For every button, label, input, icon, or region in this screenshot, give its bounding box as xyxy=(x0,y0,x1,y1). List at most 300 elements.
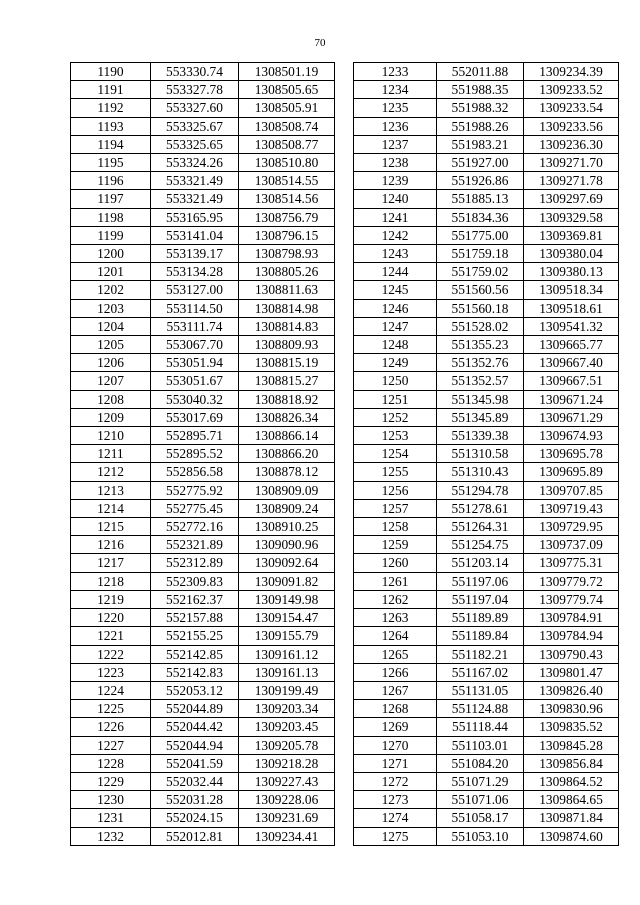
x-coordinate-cell: 551927.00 xyxy=(437,154,524,172)
y-coordinate-cell: 1309233.54 xyxy=(524,99,619,117)
point-number-cell: 1241 xyxy=(354,208,437,226)
point-number-cell: 1199 xyxy=(71,226,151,244)
point-number-cell: 1238 xyxy=(354,154,437,172)
table-row xyxy=(71,754,335,772)
point-number-cell: 1262 xyxy=(354,590,437,608)
x-coordinate-cell: 551103.01 xyxy=(437,736,524,754)
point-number-cell: 1205 xyxy=(71,336,151,354)
table-row xyxy=(71,791,335,809)
point-number-cell: 1240 xyxy=(354,190,437,208)
table-row xyxy=(354,354,619,372)
y-coordinate-cell: 1308866.14 xyxy=(239,427,335,445)
table-row xyxy=(354,336,619,354)
y-coordinate-cell: 1309784.91 xyxy=(524,609,619,627)
x-coordinate-cell: 553330.74 xyxy=(151,63,239,81)
y-coordinate-cell: 1309231.69 xyxy=(239,809,335,827)
x-coordinate-cell: 552895.52 xyxy=(151,445,239,463)
x-coordinate-cell: 551071.06 xyxy=(437,791,524,809)
page-number: 70 xyxy=(314,37,326,49)
y-coordinate-cell: 1309380.13 xyxy=(524,263,619,281)
table-row xyxy=(354,499,619,517)
x-coordinate-cell: 551560.18 xyxy=(437,299,524,317)
table-row xyxy=(71,172,335,190)
point-number-cell: 1263 xyxy=(354,609,437,627)
table-row xyxy=(71,390,335,408)
point-number-cell: 1249 xyxy=(354,354,437,372)
y-coordinate-cell: 1309205.78 xyxy=(239,736,335,754)
y-coordinate-cell: 1309271.70 xyxy=(524,154,619,172)
y-coordinate-cell: 1308814.83 xyxy=(239,317,335,335)
table-row xyxy=(71,117,335,135)
table-row xyxy=(354,190,619,208)
table-row xyxy=(354,81,619,99)
point-number-cell: 1218 xyxy=(71,572,151,590)
table-row xyxy=(71,245,335,263)
x-coordinate-cell: 551254.75 xyxy=(437,536,524,554)
table-row xyxy=(71,827,335,845)
point-number-cell: 1212 xyxy=(71,463,151,481)
x-coordinate-cell: 552309.83 xyxy=(151,572,239,590)
y-coordinate-cell: 1309874.60 xyxy=(524,827,619,845)
table-row xyxy=(71,645,335,663)
table-row xyxy=(71,263,335,281)
table-row xyxy=(71,154,335,172)
y-coordinate-cell: 1308910.25 xyxy=(239,518,335,536)
x-coordinate-cell: 552031.28 xyxy=(151,791,239,809)
x-coordinate-cell: 552312.89 xyxy=(151,554,239,572)
y-coordinate-cell: 1309671.29 xyxy=(524,408,619,426)
table-row xyxy=(71,499,335,517)
table-row xyxy=(354,99,619,117)
y-coordinate-cell: 1309801.47 xyxy=(524,663,619,681)
y-coordinate-cell: 1309737.09 xyxy=(524,536,619,554)
table-row xyxy=(71,627,335,645)
y-coordinate-cell: 1309155.79 xyxy=(239,627,335,645)
point-number-cell: 1204 xyxy=(71,317,151,335)
x-coordinate-cell: 552032.44 xyxy=(151,772,239,790)
point-number-cell: 1234 xyxy=(354,81,437,99)
y-coordinate-cell: 1309667.40 xyxy=(524,354,619,372)
point-number-cell: 1251 xyxy=(354,390,437,408)
point-number-cell: 1209 xyxy=(71,408,151,426)
x-coordinate-cell: 553134.28 xyxy=(151,263,239,281)
y-coordinate-cell: 1309161.12 xyxy=(239,645,335,663)
point-number-cell: 1228 xyxy=(71,754,151,772)
x-coordinate-cell: 551118.44 xyxy=(437,718,524,736)
y-coordinate-cell: 1309695.78 xyxy=(524,445,619,463)
point-number-cell: 1227 xyxy=(71,736,151,754)
table-row xyxy=(354,736,619,754)
x-coordinate-cell: 551197.04 xyxy=(437,590,524,608)
x-coordinate-cell: 551197.06 xyxy=(437,572,524,590)
x-coordinate-cell: 553114.50 xyxy=(151,299,239,317)
y-coordinate-cell: 1309719.43 xyxy=(524,499,619,517)
y-coordinate-cell: 1308510.80 xyxy=(239,154,335,172)
point-number-cell: 1235 xyxy=(354,99,437,117)
point-number-cell: 1246 xyxy=(354,299,437,317)
x-coordinate-cell: 551058.17 xyxy=(437,809,524,827)
point-number-cell: 1215 xyxy=(71,518,151,536)
point-number-cell: 1274 xyxy=(354,809,437,827)
y-coordinate-cell: 1309161.13 xyxy=(239,663,335,681)
table-row xyxy=(354,117,619,135)
x-coordinate-cell: 552011.88 xyxy=(437,63,524,81)
point-number-cell: 1201 xyxy=(71,263,151,281)
y-coordinate-cell: 1309092.64 xyxy=(239,554,335,572)
x-coordinate-cell: 551988.26 xyxy=(437,117,524,135)
point-number-cell: 1203 xyxy=(71,299,151,317)
table-row xyxy=(71,281,335,299)
point-number-cell: 1221 xyxy=(71,627,151,645)
y-coordinate-cell: 1309233.52 xyxy=(524,81,619,99)
point-number-cell: 1195 xyxy=(71,154,151,172)
table-row xyxy=(71,99,335,117)
x-coordinate-cell: 551834.36 xyxy=(437,208,524,226)
table-row xyxy=(354,645,619,663)
x-coordinate-cell: 551759.18 xyxy=(437,245,524,263)
point-number-cell: 1193 xyxy=(71,117,151,135)
y-coordinate-cell: 1308508.77 xyxy=(239,135,335,153)
table-row xyxy=(354,681,619,699)
y-coordinate-cell: 1309779.74 xyxy=(524,590,619,608)
table-row xyxy=(71,681,335,699)
y-coordinate-cell: 1308909.09 xyxy=(239,481,335,499)
x-coordinate-cell: 551310.43 xyxy=(437,463,524,481)
y-coordinate-cell: 1308878.12 xyxy=(239,463,335,481)
table-row xyxy=(354,754,619,772)
x-coordinate-cell: 552053.12 xyxy=(151,681,239,699)
x-coordinate-cell: 553040.32 xyxy=(151,390,239,408)
y-coordinate-cell: 1309297.69 xyxy=(524,190,619,208)
x-coordinate-cell: 551988.35 xyxy=(437,81,524,99)
point-number-cell: 1190 xyxy=(71,63,151,81)
y-coordinate-cell: 1309518.61 xyxy=(524,299,619,317)
table-row xyxy=(71,226,335,244)
point-number-cell: 1265 xyxy=(354,645,437,663)
table-row xyxy=(71,809,335,827)
x-coordinate-cell: 553327.60 xyxy=(151,99,239,117)
y-coordinate-cell: 1308501.19 xyxy=(239,63,335,81)
y-coordinate-cell: 1309329.58 xyxy=(524,208,619,226)
y-coordinate-cell: 1308756.79 xyxy=(239,208,335,226)
x-coordinate-cell: 553127.00 xyxy=(151,281,239,299)
x-coordinate-cell: 553325.67 xyxy=(151,117,239,135)
x-coordinate-cell: 551131.05 xyxy=(437,681,524,699)
x-coordinate-cell: 551983.21 xyxy=(437,135,524,153)
y-coordinate-cell: 1309518.34 xyxy=(524,281,619,299)
point-number-cell: 1224 xyxy=(71,681,151,699)
table-row xyxy=(71,208,335,226)
x-coordinate-cell: 553067.70 xyxy=(151,336,239,354)
table-row xyxy=(71,736,335,754)
y-coordinate-cell: 1309149.98 xyxy=(239,590,335,608)
y-coordinate-cell: 1308514.55 xyxy=(239,172,335,190)
x-coordinate-cell: 551560.56 xyxy=(437,281,524,299)
x-coordinate-cell: 551775.00 xyxy=(437,226,524,244)
y-coordinate-cell: 1309784.94 xyxy=(524,627,619,645)
y-coordinate-cell: 1308909.24 xyxy=(239,499,335,517)
x-coordinate-cell: 551182.21 xyxy=(437,645,524,663)
point-number-cell: 1256 xyxy=(354,481,437,499)
table-row xyxy=(354,518,619,536)
y-coordinate-cell: 1308514.56 xyxy=(239,190,335,208)
table-row xyxy=(354,590,619,608)
y-coordinate-cell: 1309203.34 xyxy=(239,700,335,718)
point-number-cell: 1260 xyxy=(354,554,437,572)
coordinates-table-right xyxy=(353,62,619,846)
point-number-cell: 1258 xyxy=(354,518,437,536)
point-number-cell: 1250 xyxy=(354,372,437,390)
x-coordinate-cell: 551310.58 xyxy=(437,445,524,463)
x-coordinate-cell: 552157.88 xyxy=(151,609,239,627)
point-number-cell: 1222 xyxy=(71,645,151,663)
x-coordinate-cell: 552044.42 xyxy=(151,718,239,736)
y-coordinate-cell: 1308811.63 xyxy=(239,281,335,299)
y-coordinate-cell: 1308826.34 xyxy=(239,408,335,426)
y-coordinate-cell: 1309871.84 xyxy=(524,809,619,827)
point-number-cell: 1268 xyxy=(354,700,437,718)
table-row xyxy=(354,718,619,736)
y-coordinate-cell: 1308505.91 xyxy=(239,99,335,117)
table-row xyxy=(71,554,335,572)
point-number-cell: 1214 xyxy=(71,499,151,517)
point-number-cell: 1244 xyxy=(354,263,437,281)
x-coordinate-cell: 552775.92 xyxy=(151,481,239,499)
point-number-cell: 1198 xyxy=(71,208,151,226)
table-row xyxy=(354,663,619,681)
table-row xyxy=(354,463,619,481)
point-number-cell: 1271 xyxy=(354,754,437,772)
table-row xyxy=(354,481,619,499)
point-number-cell: 1257 xyxy=(354,499,437,517)
point-number-cell: 1239 xyxy=(354,172,437,190)
table-row xyxy=(71,372,335,390)
point-number-cell: 1273 xyxy=(354,791,437,809)
table-row xyxy=(354,372,619,390)
coordinates-table-left xyxy=(70,62,335,846)
point-number-cell: 1226 xyxy=(71,718,151,736)
y-coordinate-cell: 1309671.24 xyxy=(524,390,619,408)
x-coordinate-cell: 551264.31 xyxy=(437,518,524,536)
point-number-cell: 1266 xyxy=(354,663,437,681)
table-row xyxy=(354,700,619,718)
x-coordinate-cell: 551926.86 xyxy=(437,172,524,190)
point-number-cell: 1247 xyxy=(354,317,437,335)
x-coordinate-cell: 551203.14 xyxy=(437,554,524,572)
y-coordinate-cell: 1309845.28 xyxy=(524,736,619,754)
table-row xyxy=(354,809,619,827)
table-row xyxy=(71,590,335,608)
x-coordinate-cell: 551189.89 xyxy=(437,609,524,627)
point-number-cell: 1237 xyxy=(354,135,437,153)
y-coordinate-cell: 1309234.41 xyxy=(239,827,335,845)
point-number-cell: 1192 xyxy=(71,99,151,117)
table-row xyxy=(354,827,619,845)
y-coordinate-cell: 1309227.43 xyxy=(239,772,335,790)
table-row xyxy=(71,536,335,554)
table-row xyxy=(71,463,335,481)
x-coordinate-cell: 551352.76 xyxy=(437,354,524,372)
table-row xyxy=(354,63,619,81)
x-coordinate-cell: 551988.32 xyxy=(437,99,524,117)
table-row xyxy=(354,208,619,226)
x-coordinate-cell: 553051.67 xyxy=(151,372,239,390)
y-coordinate-cell: 1309826.40 xyxy=(524,681,619,699)
point-number-cell: 1211 xyxy=(71,445,151,463)
point-number-cell: 1225 xyxy=(71,700,151,718)
table-row xyxy=(71,700,335,718)
point-number-cell: 1243 xyxy=(354,245,437,263)
y-coordinate-cell: 1309779.72 xyxy=(524,572,619,590)
x-coordinate-cell: 551084.20 xyxy=(437,754,524,772)
y-coordinate-cell: 1309218.28 xyxy=(239,754,335,772)
x-coordinate-cell: 551339.38 xyxy=(437,427,524,445)
y-coordinate-cell: 1309856.84 xyxy=(524,754,619,772)
table-row xyxy=(354,390,619,408)
y-coordinate-cell: 1309090.96 xyxy=(239,536,335,554)
x-coordinate-cell: 552772.16 xyxy=(151,518,239,536)
y-coordinate-cell: 1309864.65 xyxy=(524,791,619,809)
y-coordinate-cell: 1309729.95 xyxy=(524,518,619,536)
point-number-cell: 1229 xyxy=(71,772,151,790)
x-coordinate-cell: 552775.45 xyxy=(151,499,239,517)
x-coordinate-cell: 553325.65 xyxy=(151,135,239,153)
point-number-cell: 1252 xyxy=(354,408,437,426)
x-coordinate-cell: 551167.02 xyxy=(437,663,524,681)
point-number-cell: 1200 xyxy=(71,245,151,263)
x-coordinate-cell: 551885.13 xyxy=(437,190,524,208)
y-coordinate-cell: 1309369.81 xyxy=(524,226,619,244)
x-coordinate-cell: 552155.25 xyxy=(151,627,239,645)
table-row xyxy=(354,317,619,335)
y-coordinate-cell: 1308508.74 xyxy=(239,117,335,135)
y-coordinate-cell: 1309380.04 xyxy=(524,245,619,263)
x-coordinate-cell: 551352.57 xyxy=(437,372,524,390)
y-coordinate-cell: 1309203.45 xyxy=(239,718,335,736)
y-coordinate-cell: 1309271.78 xyxy=(524,172,619,190)
table-row xyxy=(354,609,619,627)
table-row xyxy=(71,663,335,681)
point-number-cell: 1269 xyxy=(354,718,437,736)
y-coordinate-cell: 1309707.85 xyxy=(524,481,619,499)
x-coordinate-cell: 551759.02 xyxy=(437,263,524,281)
y-coordinate-cell: 1308818.92 xyxy=(239,390,335,408)
table-row xyxy=(71,63,335,81)
point-number-cell: 1213 xyxy=(71,481,151,499)
point-number-cell: 1248 xyxy=(354,336,437,354)
point-number-cell: 1191 xyxy=(71,81,151,99)
x-coordinate-cell: 552142.83 xyxy=(151,663,239,681)
y-coordinate-cell: 1309835.52 xyxy=(524,718,619,736)
point-number-cell: 1216 xyxy=(71,536,151,554)
point-number-cell: 1264 xyxy=(354,627,437,645)
point-number-cell: 1196 xyxy=(71,172,151,190)
y-coordinate-cell: 1308809.93 xyxy=(239,336,335,354)
y-coordinate-cell: 1308796.15 xyxy=(239,226,335,244)
point-number-cell: 1275 xyxy=(354,827,437,845)
table-row xyxy=(354,299,619,317)
point-number-cell: 1208 xyxy=(71,390,151,408)
x-coordinate-cell: 551345.98 xyxy=(437,390,524,408)
point-number-cell: 1267 xyxy=(354,681,437,699)
y-coordinate-cell: 1309091.82 xyxy=(239,572,335,590)
x-coordinate-cell: 551528.02 xyxy=(437,317,524,335)
point-number-cell: 1232 xyxy=(71,827,151,845)
point-number-cell: 1259 xyxy=(354,536,437,554)
x-coordinate-cell: 551278.61 xyxy=(437,499,524,517)
x-coordinate-cell: 552162.37 xyxy=(151,590,239,608)
table-row xyxy=(71,81,335,99)
table-row xyxy=(71,317,335,335)
x-coordinate-cell: 552321.89 xyxy=(151,536,239,554)
y-coordinate-cell: 1309674.93 xyxy=(524,427,619,445)
y-coordinate-cell: 1308805.26 xyxy=(239,263,335,281)
table-row xyxy=(354,572,619,590)
table-row xyxy=(71,408,335,426)
x-coordinate-cell: 553139.17 xyxy=(151,245,239,263)
x-coordinate-cell: 553321.49 xyxy=(151,190,239,208)
point-number-cell: 1242 xyxy=(354,226,437,244)
table-row xyxy=(354,154,619,172)
table-row xyxy=(354,536,619,554)
point-number-cell: 1217 xyxy=(71,554,151,572)
point-number-cell: 1254 xyxy=(354,445,437,463)
x-coordinate-cell: 552012.81 xyxy=(151,827,239,845)
x-coordinate-cell: 552895.71 xyxy=(151,427,239,445)
table-row xyxy=(71,445,335,463)
y-coordinate-cell: 1309154.47 xyxy=(239,609,335,627)
x-coordinate-cell: 552044.89 xyxy=(151,700,239,718)
x-coordinate-cell: 551189.84 xyxy=(437,627,524,645)
point-number-cell: 1223 xyxy=(71,663,151,681)
y-coordinate-cell: 1308814.98 xyxy=(239,299,335,317)
point-number-cell: 1245 xyxy=(354,281,437,299)
y-coordinate-cell: 1309864.52 xyxy=(524,772,619,790)
y-coordinate-cell: 1308798.93 xyxy=(239,245,335,263)
table-row xyxy=(354,226,619,244)
table-row xyxy=(71,354,335,372)
point-number-cell: 1270 xyxy=(354,736,437,754)
y-coordinate-cell: 1309234.39 xyxy=(524,63,619,81)
point-number-cell: 1233 xyxy=(354,63,437,81)
x-coordinate-cell: 551124.88 xyxy=(437,700,524,718)
point-number-cell: 1255 xyxy=(354,463,437,481)
table-row xyxy=(71,518,335,536)
y-coordinate-cell: 1309775.31 xyxy=(524,554,619,572)
x-coordinate-cell: 553321.49 xyxy=(151,172,239,190)
y-coordinate-cell: 1309665.77 xyxy=(524,336,619,354)
y-coordinate-cell: 1308815.27 xyxy=(239,372,335,390)
table-row xyxy=(354,172,619,190)
x-coordinate-cell: 553324.26 xyxy=(151,154,239,172)
table-row xyxy=(354,245,619,263)
x-coordinate-cell: 553051.94 xyxy=(151,354,239,372)
x-coordinate-cell: 551345.89 xyxy=(437,408,524,426)
table-row xyxy=(71,336,335,354)
table-row xyxy=(354,791,619,809)
x-coordinate-cell: 553017.69 xyxy=(151,408,239,426)
x-coordinate-cell: 551053.10 xyxy=(437,827,524,845)
table-row xyxy=(354,135,619,153)
point-number-cell: 1231 xyxy=(71,809,151,827)
x-coordinate-cell: 552044.94 xyxy=(151,736,239,754)
point-number-cell: 1253 xyxy=(354,427,437,445)
table-row xyxy=(71,135,335,153)
point-number-cell: 1197 xyxy=(71,190,151,208)
table-row xyxy=(71,609,335,627)
table-row xyxy=(71,190,335,208)
table-row xyxy=(71,572,335,590)
